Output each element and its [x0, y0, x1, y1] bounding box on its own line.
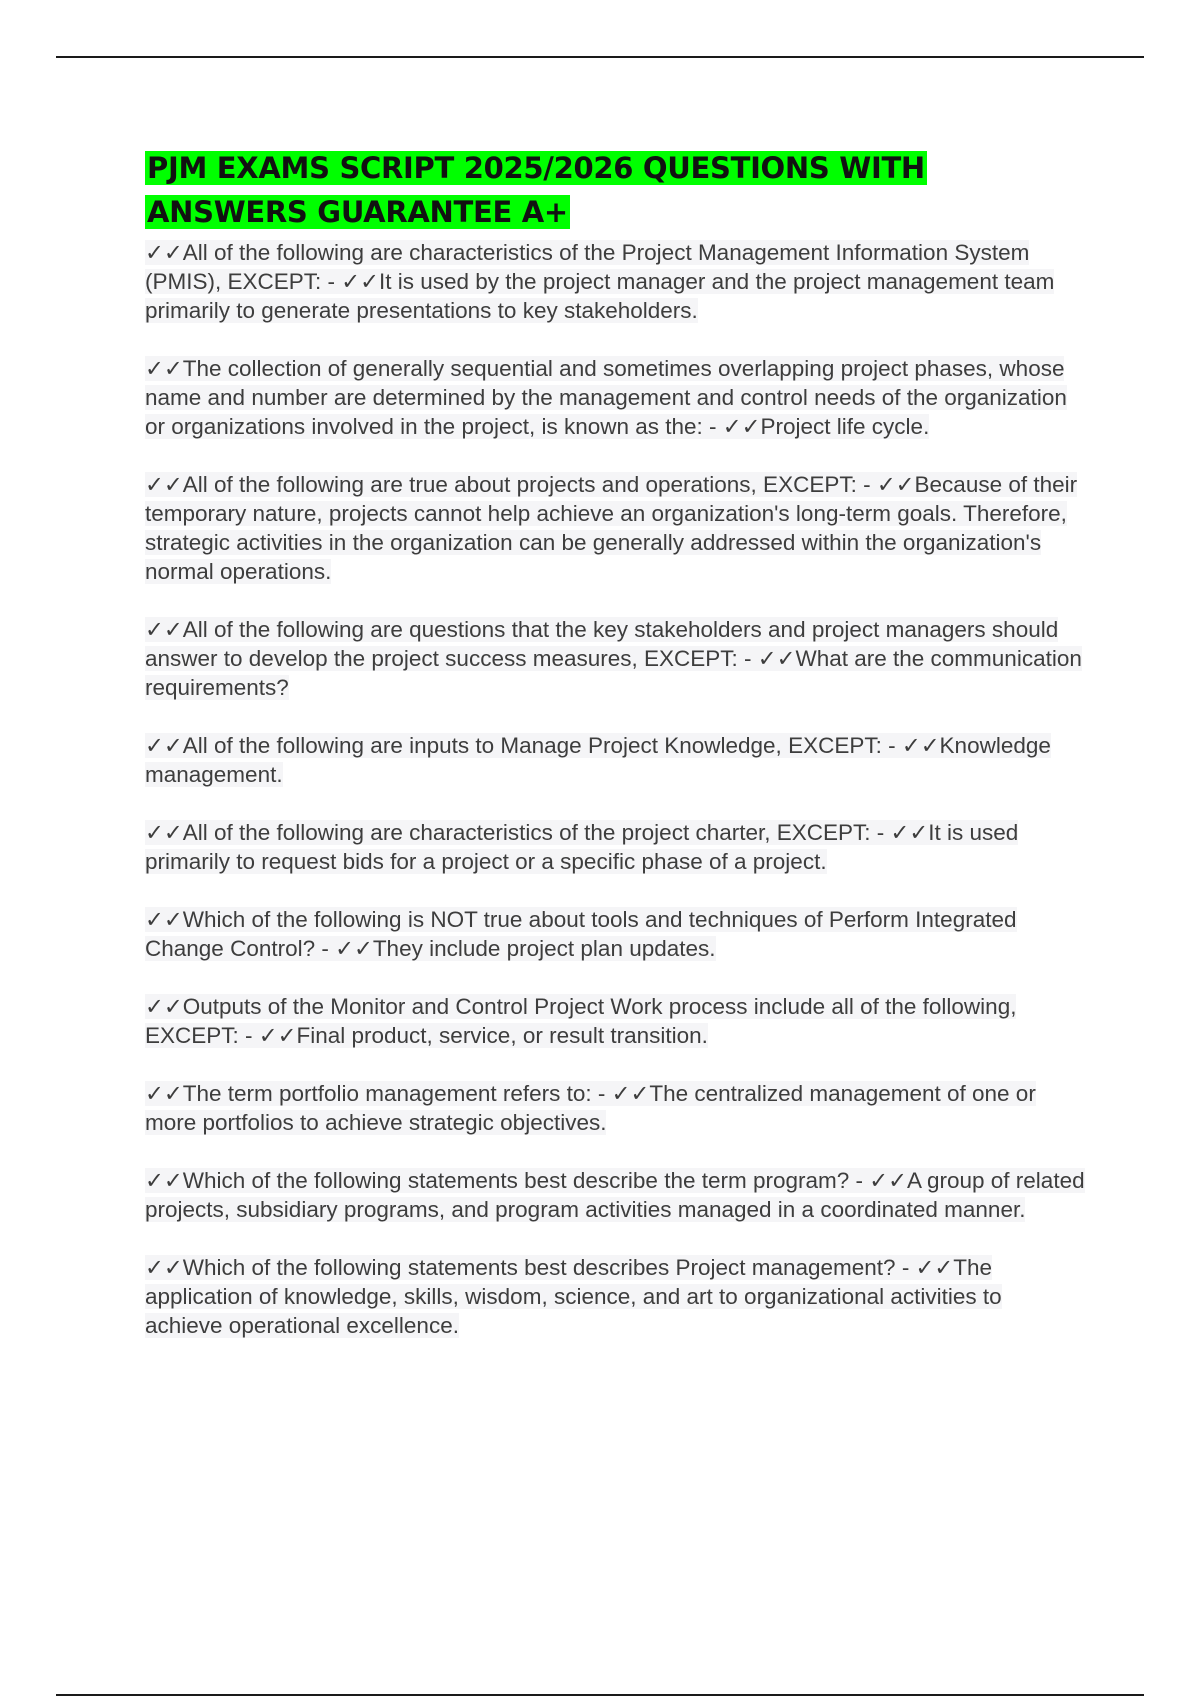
qa-item-text: ✓✓Outputs of the Monitor and Control Project Work process include all of the following, EXCEPT: - ✓✓Final product, service, or result transition. — [145, 994, 1017, 1048]
qa-item-2 — [145, 354, 1085, 441]
qa-item-text: ✓✓Which of the following statements best describes Project management? - ✓✓The application of knowledge, skills, wisdom, science, and art to organizational activities to achieve operational excellence. — [145, 1255, 1002, 1338]
title-line-1: PJM EXAMS SCRIPT 2025/2026 QUESTIONS WITH — [147, 151, 925, 185]
qa-item-6 — [145, 818, 1085, 876]
qa-item-text: ✓✓The term portfolio management refers to: - ✓✓The centralized management of one or more portfolios to achieve strategic objectives. — [145, 1081, 1036, 1135]
qa-item-8 — [145, 992, 1085, 1050]
qa-item-5 — [145, 731, 1085, 789]
qa-item-7 — [145, 905, 1085, 963]
footer-rule — [56, 1694, 1144, 1696]
qa-item-3 — [145, 470, 1085, 586]
qa-item-text: ✓✓Which of the following is NOT true about tools and techniques of Perform Integrated Change Control? - ✓✓They include project plan updates. — [145, 907, 1017, 961]
qa-item-text: ✓✓All of the following are characteristics of the project charter, EXCEPT: - ✓✓It is used primarily to request bids for a project or a specific phase of a project. — [145, 820, 1019, 874]
header-rule — [56, 56, 1144, 58]
qa-item-11 — [145, 1253, 1085, 1340]
qa-item-1 — [145, 238, 1085, 325]
qa-item-text: ✓✓The collection of generally sequential and sometimes overlapping project phases, whose name and number are determined by the management and control needs of the organization or organizations involved in the project, is known as the: - ✓✓Project life cycle. — [145, 356, 1067, 439]
document-body — [145, 146, 1085, 1369]
qa-item-text: ✓✓All of the following are inputs to Manage Project Knowledge, EXCEPT: - ✓✓Knowledge management. — [145, 733, 1051, 787]
document-title — [145, 146, 1085, 234]
qa-item-text: ✓✓All of the following are questions that the key stakeholders and project managers should answer to develop the project success measures, EXCEPT: - ✓✓What are the communication requirements? — [145, 617, 1082, 700]
qa-item-10 — [145, 1166, 1085, 1224]
qa-item-text: ✓✓Which of the following statements best describe the term program? - ✓✓A group of related projects, subsidiary programs, and program activities managed in a coordinated manner. — [145, 1168, 1085, 1222]
qa-item-text: ✓✓All of the following are true about projects and operations, EXCEPT: - ✓✓Because of their temporary nature, projects cannot help achieve an organization's long-term goals. Therefore, strategic activities in the organization can be generally addressed within the organization's normal operations. — [145, 472, 1078, 584]
qa-item-text: ✓✓All of the following are characteristics of the Project Management Information System (PMIS), EXCEPT: - ✓✓It is used by the project manager and the project management team primarily to generate presentations to key stakeholders. — [145, 240, 1055, 323]
title-line-2: ANSWERS GUARANTEE A+ — [147, 195, 568, 229]
qa-item-9 — [145, 1079, 1085, 1137]
qa-item-4 — [145, 615, 1085, 702]
